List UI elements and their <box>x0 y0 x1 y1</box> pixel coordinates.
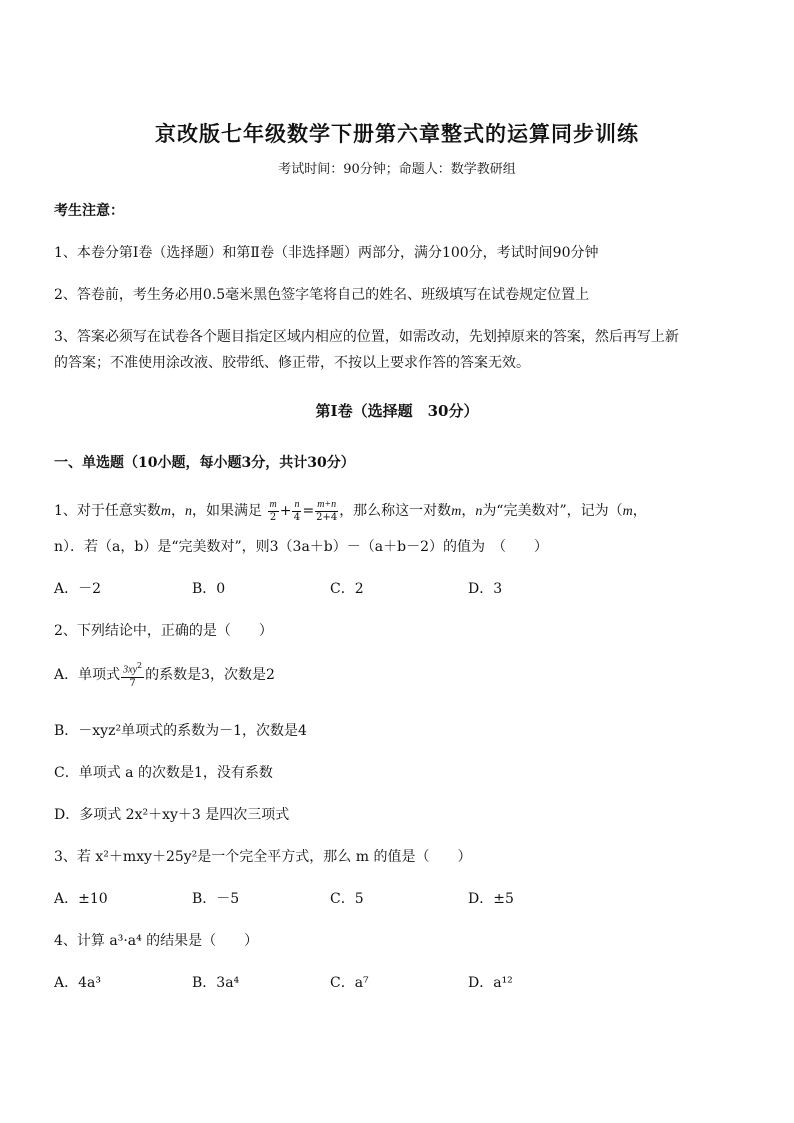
notice-item-3: 3、答案必须写在试卷各个题目指定区域内相应的位置，如需改动，先划掉原来的答案，然后再写上新 <box>54 329 679 345</box>
notice-item-2: 2、答卷前，考生务必用0.5毫米黑色签字笔将自己的姓名、班级填写在试卷规定位置上 <box>54 287 590 303</box>
q1-option-a[interactable]: A．－2 <box>54 581 102 597</box>
q4-option-d[interactable]: D．a¹² <box>468 975 513 991</box>
q3-option-a[interactable]: A．±10 <box>54 891 108 907</box>
fraction-3xy2-7: $\frac{3xy^2}{7}$ <box>123 661 143 689</box>
q3-option-b[interactable]: B．－5 <box>192 891 240 907</box>
q2-option-d[interactable]: D．多项式 2x²＋xy＋3 是四次三项式 <box>54 807 290 823</box>
q1-option-d[interactable]: D．3 <box>468 581 503 597</box>
page-title: 京改版七年级数学下册第六章整式的运算同步训练 <box>155 121 639 146</box>
q3-option-c[interactable]: C．5 <box>330 891 364 907</box>
notice-item-1: 1、本卷分第Ⅰ卷（选择题）和第Ⅱ卷（非选择题）两部分，满分100分，考试时间90分钟 <box>54 245 599 261</box>
q2-option-a[interactable]: A．单项式 $\frac{3xy^2}{7}$ 的系数是3，次数是2 <box>54 661 275 689</box>
question-2-stem: 2、下列结论中，正确的是（ ） <box>54 623 273 639</box>
fraction-m-2: $\frac{m}{2}$ <box>269 498 277 523</box>
q4-option-b[interactable]: B．3a⁴ <box>192 975 240 991</box>
part-heading: 一、单选题（10小题，每小题3分，共计30分） <box>54 455 355 471</box>
q1-option-b[interactable]: B．0 <box>192 581 226 597</box>
q2-option-c[interactable]: C．单项式 a 的次数是1，没有系数 <box>54 765 273 781</box>
question-4-stem: 4、计算 a³·a⁴ 的结果是（ ） <box>54 933 259 949</box>
question-1-line-1: 1、对于任意实数m，n，如果满足 $\frac{m}{2}$ + $\frac{n}{4}$ = $\frac{m+n}{2+4}$ ，那么称这一对数m，n为“完美数对”，记为（m， <box>54 498 647 523</box>
q2-option-b[interactable]: B．－xyz²单项式的系数为－1，次数是4 <box>54 723 307 739</box>
q3-option-d[interactable]: D．±5 <box>468 891 514 907</box>
section-title: 第Ⅰ卷（选择题 30分） <box>315 402 479 420</box>
q1-option-c[interactable]: C．2 <box>330 581 364 597</box>
notice-heading: 考生注意： <box>54 203 124 219</box>
fraction-n-4: $\frac{n}{4}$ <box>293 498 301 523</box>
fraction-mn-6: $\frac{m+n}{2+4}$ <box>316 498 338 523</box>
q4-option-c[interactable]: C．a⁷ <box>330 975 369 991</box>
exam-info: 考试时间：90分钟；命题人：数学教研组 <box>278 162 516 177</box>
q4-option-a[interactable]: A．4a³ <box>54 975 101 991</box>
question-1-line-2: n）．若（a，b）是“完美数对”，则3（3a＋b）－（a＋b－2）的值为 （ ） <box>54 539 548 555</box>
question-3-stem: 3、若 x²＋mxy＋25y²是一个完全平方式，那么 m 的值是（ ） <box>54 849 472 865</box>
notice-item-3-cont: 的答案；不准使用涂改液、胶带纸、修正带，不按以上要求作答的答案无效。 <box>54 355 530 371</box>
